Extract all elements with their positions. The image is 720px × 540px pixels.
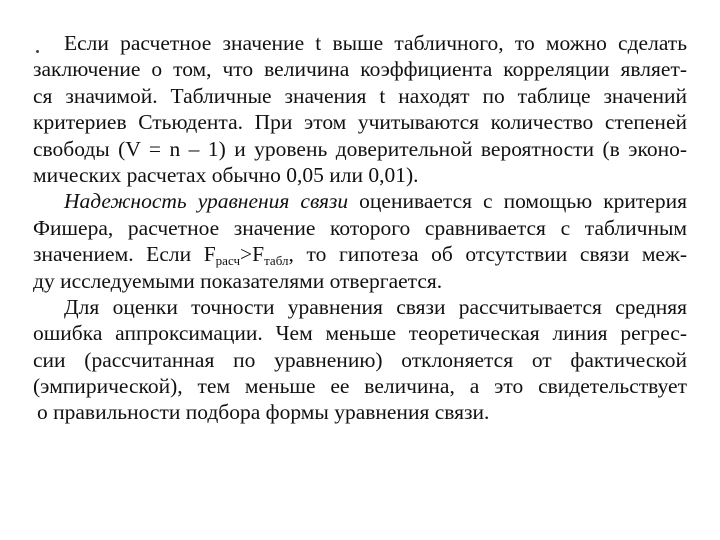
text-body (33, 30, 687, 426)
p3-line-3: сии (рассчитанная по уравнению) отклоняется от фактической (33, 347, 687, 372)
f-calc-subscript: расч (215, 253, 240, 268)
p1-line-2: заключение о том, что величина коэффициента корреляции являет- (33, 57, 687, 82)
p1-line-3: ся значимой. Табличные значения t находят по таблице значений (33, 83, 687, 108)
p2-line-3 (33, 241, 687, 267)
p2-line-2: Фишера, расчетное значение которого сравнивается с табличным (33, 215, 687, 240)
p3-line-5: о правильности подбора формы уравнения связи. (37, 400, 490, 425)
p1-line-6: мических расчетах обычно 0,05 или 0,01). (33, 162, 419, 187)
p2-line-3-a: значением. Если F (33, 242, 216, 267)
p1-line-5: свободы (V = n – 1) и уровень доверительной вероятности (в эконо- (33, 136, 687, 161)
p2-line-1 (33, 188, 687, 214)
p2-line-3-b: >F (240, 242, 265, 267)
p3-line-1: Для оценки точности уравнения связи рассчитывается средняя (64, 294, 687, 319)
p1-line-1: Если расчетное значение t выше табличного, то можно сделать (64, 31, 687, 55)
p2-italic-term: Надежность уравнения связи (64, 189, 349, 214)
p3-line-4: (эмпирической), тем меньше ее величина, а это свидетельствует (33, 374, 687, 399)
p3-line-2: ошибка аппроксимации. Чем меньше теоретическая линия регрес- (33, 321, 687, 346)
p2-line-1-rest: оценивается с помощью критерия (348, 189, 687, 214)
p1-line-4: критериев Стьюдента. При этом учитываются количество степеней (33, 110, 687, 135)
p2-line-4: ду исследуемыми показателями отвергается. (33, 268, 443, 293)
p2-line-3-c: , то гипотеза об отсутствии связи меж- (288, 242, 687, 267)
f-table-subscript: табл (264, 253, 289, 268)
